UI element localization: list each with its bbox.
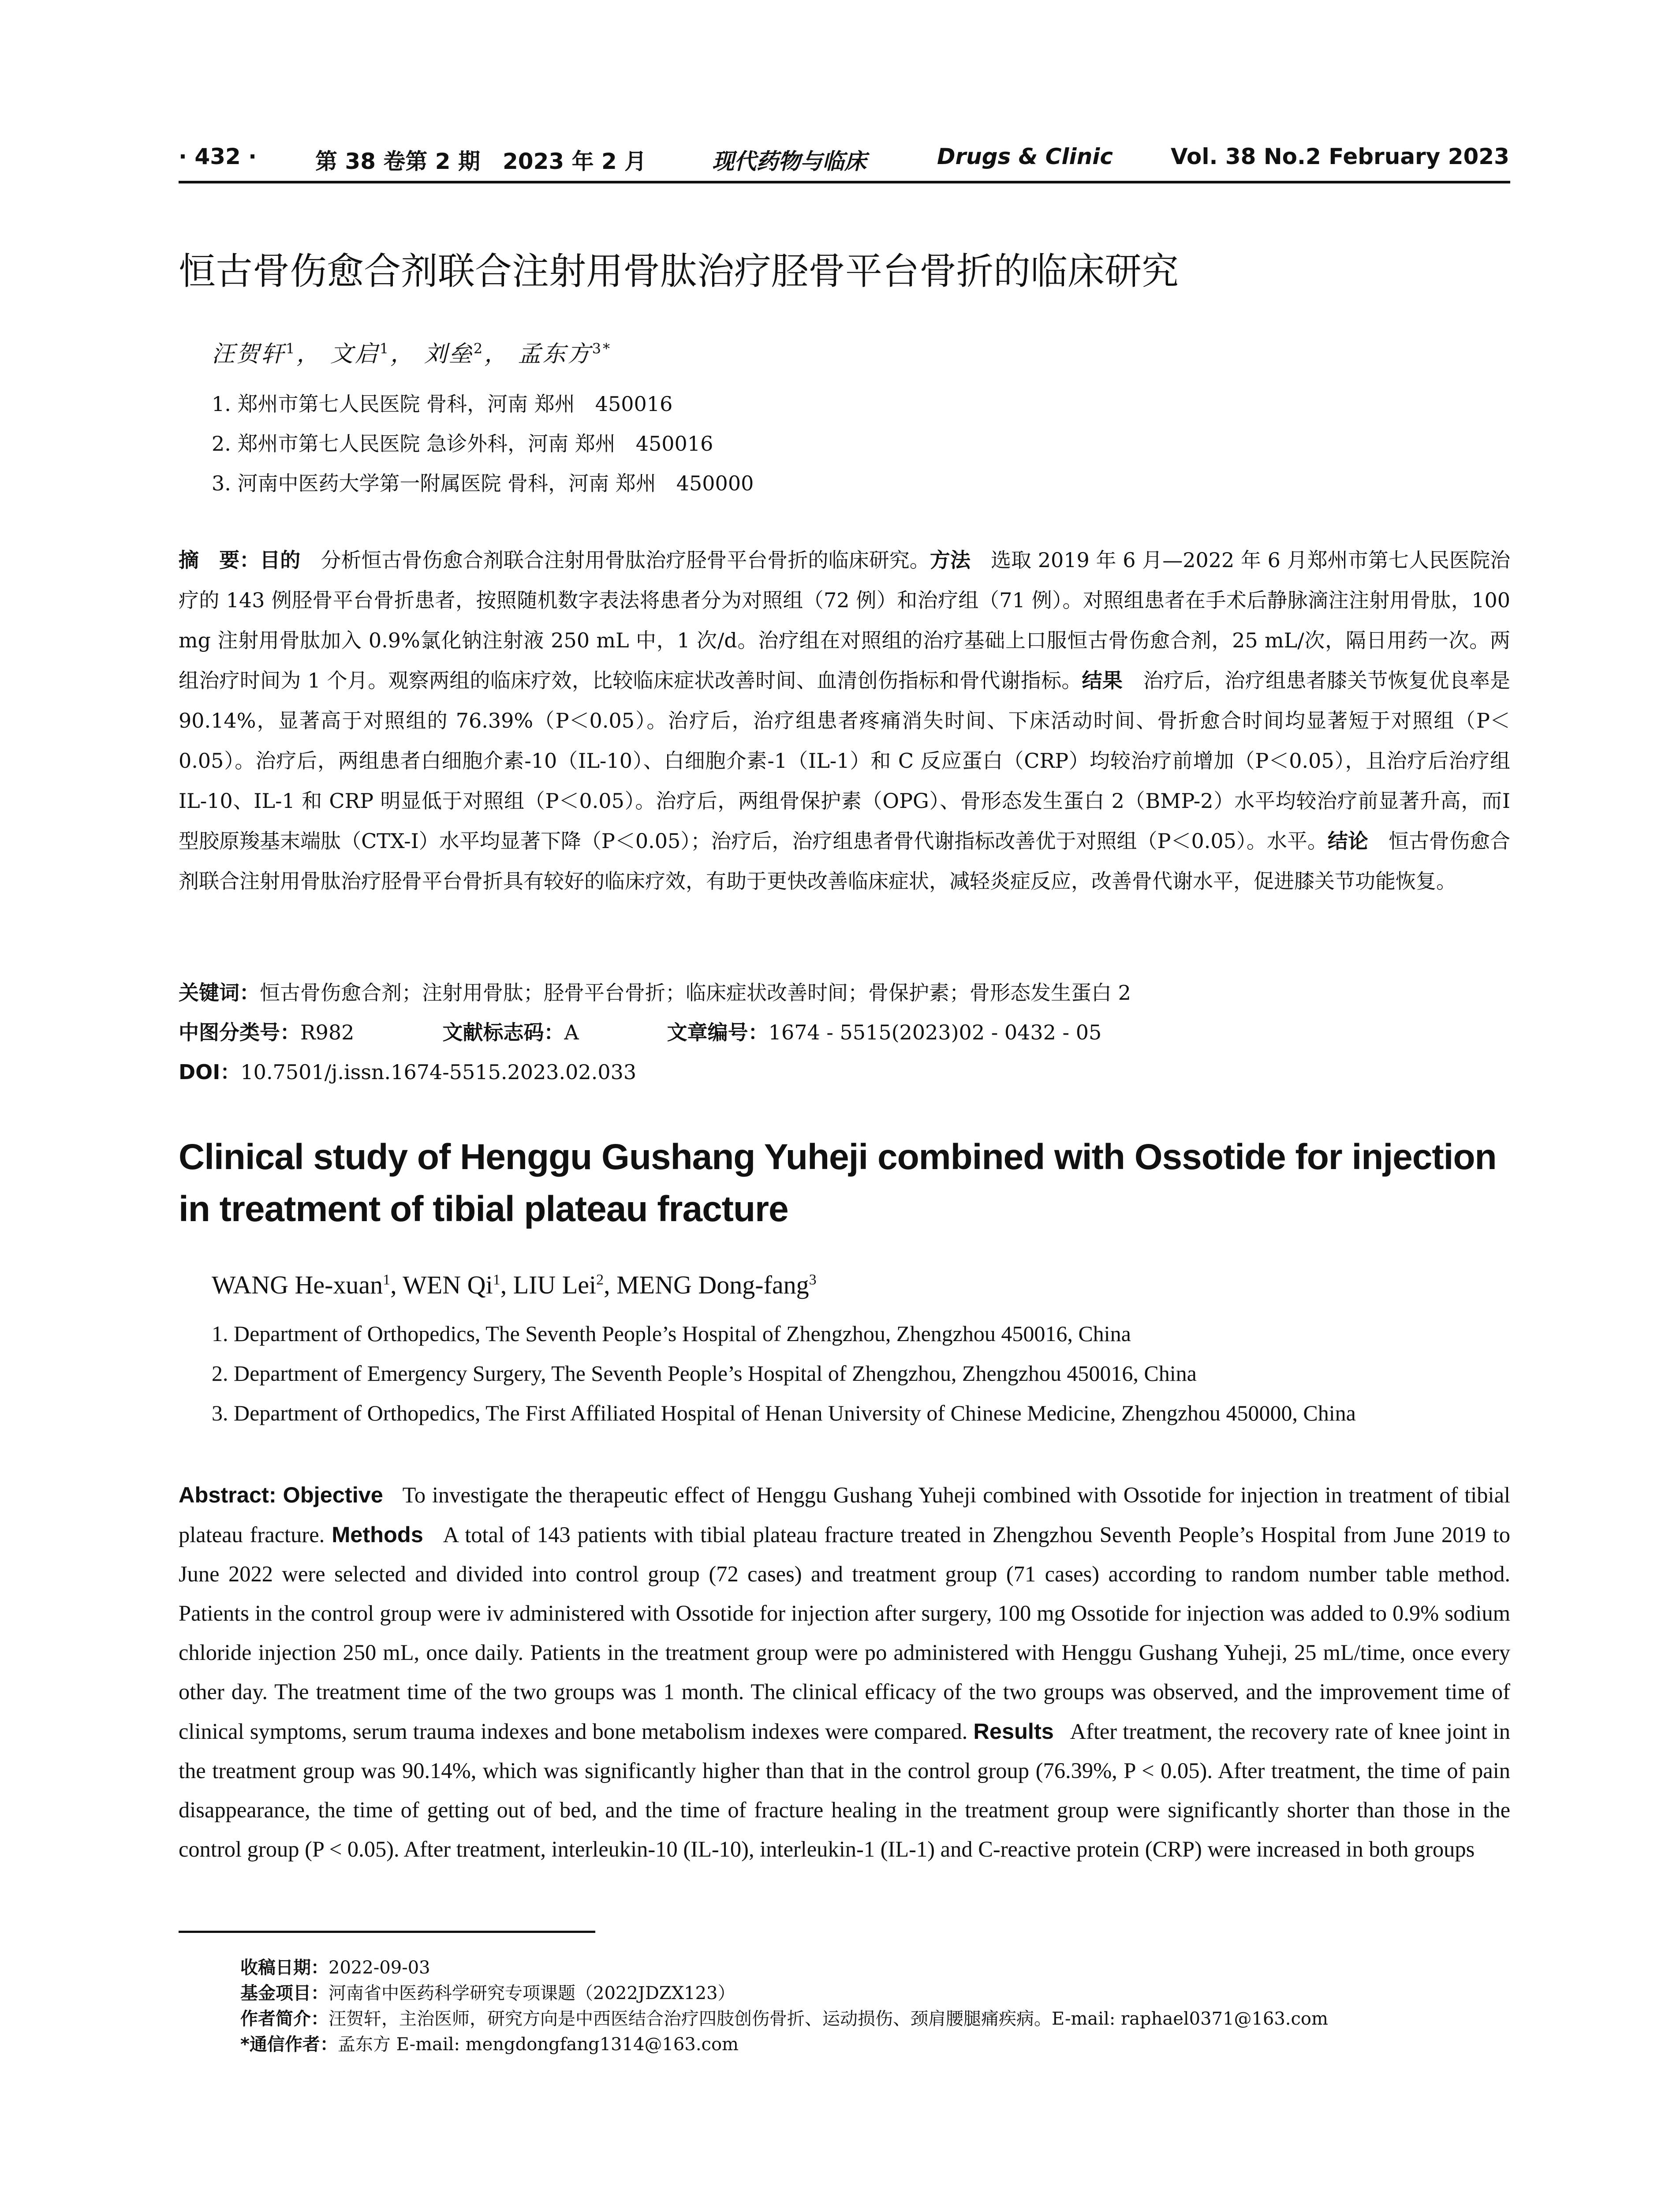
objective-text: 分析恒古骨伤愈合剂联合注射用骨肽治疗胫骨平台骨折的临床研究。 [321,548,930,572]
abstract-label: Abstract: [179,1482,276,1507]
footnote-label: 收稿日期： [240,1958,329,1978]
doi-value: 10.7501/j.issn.1674-5515.2023.02.033 [240,1060,637,1084]
footnote-divider [179,1931,595,1933]
author-name: WEN Qi [403,1271,493,1299]
footnote-text: 2022-09-03 [329,1958,430,1978]
affiliation-cn: 2. 郑州市第七人民医院 急诊外科，河南 郑州 450016 [212,432,713,456]
article-number-label: 文章编号： [667,1020,769,1044]
footnote-label: *通信作者： [240,2034,338,2055]
article-title-cn: 恒古骨伤愈合剂联合注射用骨肽治疗胫骨平台骨折的临床研究 [179,250,1179,293]
conclusion-text: 恒古骨伤愈合剂联合注射用骨肽治疗胫骨平台骨折具有较好的临床疗效，有助于更快改善临床症状，减轻炎症反应，改善骨代谢水平，促进膝关节功能恢复。 [179,829,1511,893]
running-header [179,140,1510,183]
author-name: 孟东方 [518,341,592,367]
objective-label: 目的 [260,548,301,572]
objective-label: Objective [283,1482,383,1507]
author-name: 刘垒 [424,341,474,367]
author-list-cn: 汪贺轩$^1$， 文启$^1$， 刘垒$^2$， 孟东方$^{3*}$ [212,340,612,367]
conclusion-label: 结论 [1327,829,1368,853]
author-affiliation-mark: 3 [809,1271,817,1288]
abstract-label: 摘 要： [179,548,260,572]
affiliation-en: 2. Department of Emergency Surgery, The Seventh People’s Hospital of Zhengzhou, Zhengzhou 450016, China [212,1361,1197,1386]
footnote-author-bio [240,2005,1328,2030]
volume-en: Vol. 38 No.2 February 2023 [1171,144,1509,169]
objective-text: To investigate the therapeutic effect of Henggu Gushang Yuheji combined with Ossotide for injection in treatment of tibial plateau fracture. [179,1483,1511,1547]
journal-name-cn: 现代药物与临床 [712,148,866,174]
affiliation-cn: 3. 河南中医药大学第一附属医院 骨科，河南 郑州 450000 [212,471,754,495]
author-affiliation-mark: 1 [493,1271,500,1288]
results-label: 结果 [1082,669,1123,692]
author-name: 汪贺轩 [212,341,286,367]
results-label: Results [973,1719,1054,1744]
results-text: After treatment, the recovery rate of knee joint in the treatment group was 90.14%, which was significantly higher than that in the control group (76.39%, P < 0.05). After treatment, the time of pain disappearance, the time of getting out of bed, and the time of fracture healing in the treatment group were significantly shorter than those in the control group (P < 0.05). After treatment, interleukin-10 (IL-10), interleukin-1 (IL-1) and C-reactive protein (CRP) were increased in both groups [179,1719,1511,1861]
footnote-text: 孟东方 E-mail: mengdongfang1314@163.com [337,2034,739,2055]
abstract-en [179,1475,1510,1869]
keywords-text: 恒古骨伤愈合剂；注射用骨肽；胫骨平台骨折；临床症状改善时间；骨保护素；骨形态发生蛋白 2 [260,981,1131,1005]
document-code-value: A [564,1020,579,1044]
footnote-corresponding-author [240,2030,739,2056]
author-affiliation-mark: 1 [379,340,391,357]
author-affiliation-mark: 2 [596,1271,604,1288]
affiliation-en: 1. Department of Orthopedics, The Seventh People’s Hospital of Zhengzhou, Zhengzhou 450016, China [212,1321,1131,1346]
footnote-text: 汪贺轩，主治医师，研究方向是中西医结合治疗四肢创伤骨折、运动损伤、颈肩腰腿痛疾病。E-mail: raphael0371@163.com [329,2009,1328,2029]
article-title-en: Clinical study of Henggu Gushang Yuheji combined with Ossotide for injection in treatment of tibial plateau fracture [179,1137,1497,1229]
footnote-funding [240,1979,735,2004]
journal-name-en: Drugs & Clinic [937,144,1113,169]
author-name: 文启 [330,341,380,367]
clc-label: 中图分类号： [179,1020,300,1044]
footnote-text: 河南省中医药科学研究专项课题（2022JDZX123） [329,1983,735,2003]
abstract-cn [179,540,1510,901]
keywords-label: 关键词： [179,981,260,1005]
footnote-label: 作者简介： [240,2009,329,2029]
results-text: 治疗后，治疗组患者膝关节恢复优良率是 90.14%，显著高于对照组的 76.39%（P＜0.05）。治疗后，治疗组患者疼痛消失时间、下床活动时间、骨折愈合时间均显著短于对照组（P＜0.05）。治疗后，两组患者白细胞介素-10（IL-10）、白细胞介素-1（IL-1）和 C 反应蛋白（CRP）均较治疗前增加（P＜0.05），且治疗后治疗组 IL-10、IL-1 和 CRP 明显低于对照组（P＜0.05）。治疗后，两组骨保护素（OPG）、骨形态发生蛋白 2（BMP-2）水平均较治疗前显著升高，而Ⅰ型胶原羧基末端肽（CTX-Ⅰ）水平均显著下降（P＜0.05）；治疗后，治疗组患者骨代谢指标改善优于对照组（P＜0.05）。水平。 [179,669,1511,853]
methods-text: 选取 2019 年 6 月—2022 年 6 月郑州市第七人民医院治疗的 143 例胫骨平台骨折患者，按照随机数字表法将患者分为对照组（72 例）和治疗组（71 例）。对照组患者在手术后静脉滴注注射用骨肽，100 mg 注射用骨肽加入 0.9%氯化钠注射液 250 mL 中，1 次/d。治疗组在对照组的治疗基础上口服恒古骨伤愈合剂，25 mL/次，隔日用药一次。两组治疗时间为 1 个月。观察两组的临床疗效，比较临床症状改善时间、血清创伤指标和骨代谢指标。 [179,548,1511,692]
affiliation-en: 3. Department of Orthopedics, The First Affiliated Hospital of Henan University of Chinese Medicine, Zhengzhou 450000, China [212,1401,1356,1425]
doi-label: DOI： [179,1060,241,1084]
methods-text: A total of 143 patients with tibial plateau fracture treated in Zhengzhou Seventh People’s Hospital from June 2019 to June 2022 were selected and divided into control group (72 cases) and treatment group (71 cases) according to random number table method. Patients in the control group were iv administered with Ossotide for injection after surgery, 100 mg Ossotide for injection was added to 0.9% sodium chloride injection 250 mL, once daily. Patients in the treatment group were po administered with Henggu Gushang Yuheji, 25 mL/time, once every other day. The treatment time of the two groups was 1 month. The clinical efficacy of the two groups was observed, and the improvement time of clinical symptoms, serum trauma indexes and bone metabolism indexes were compared. [179,1522,1511,1744]
volume-cn: 第 38 卷第 2 期 [315,149,480,174]
methods-label: 方法 [930,548,971,572]
doi-line [179,1056,636,1085]
author-affiliation-mark: 1 [383,1271,391,1288]
methods-label: Methods [332,1522,423,1547]
affiliation-cn: 1. 郑州市第七人民医院 骨科，河南 郑州 450016 [212,392,673,416]
document-code-label: 文献标志码： [442,1020,564,1044]
page-number: · 432 · [179,144,257,169]
author-name: MENG Dong-fang [616,1271,809,1299]
author-affiliation-mark: 2 [473,340,485,357]
author-name: LIU Lei [513,1271,597,1299]
date-cn: 2023 年 2 月 [503,149,647,174]
author-list-en: WANG He-xuan$^1$, WEN Qi$^1$, LIU Lei$^2$, MENG Dong-fang$^3$ [212,1271,817,1299]
keywords-cn [179,977,1131,1006]
footnote-label: 基金项目： [240,1983,329,2003]
clc-value: R982 [300,1020,355,1044]
classification-line [179,1017,1101,1046]
footnote-received [240,1954,430,1979]
author-affiliation-mark: 3* [592,340,612,357]
author-affiliation-mark: 1 [286,340,297,357]
article-number-value: 1674 - 5515(2023)02 - 0432 - 05 [768,1020,1102,1044]
author-name: WANG He-xuan [212,1271,383,1299]
